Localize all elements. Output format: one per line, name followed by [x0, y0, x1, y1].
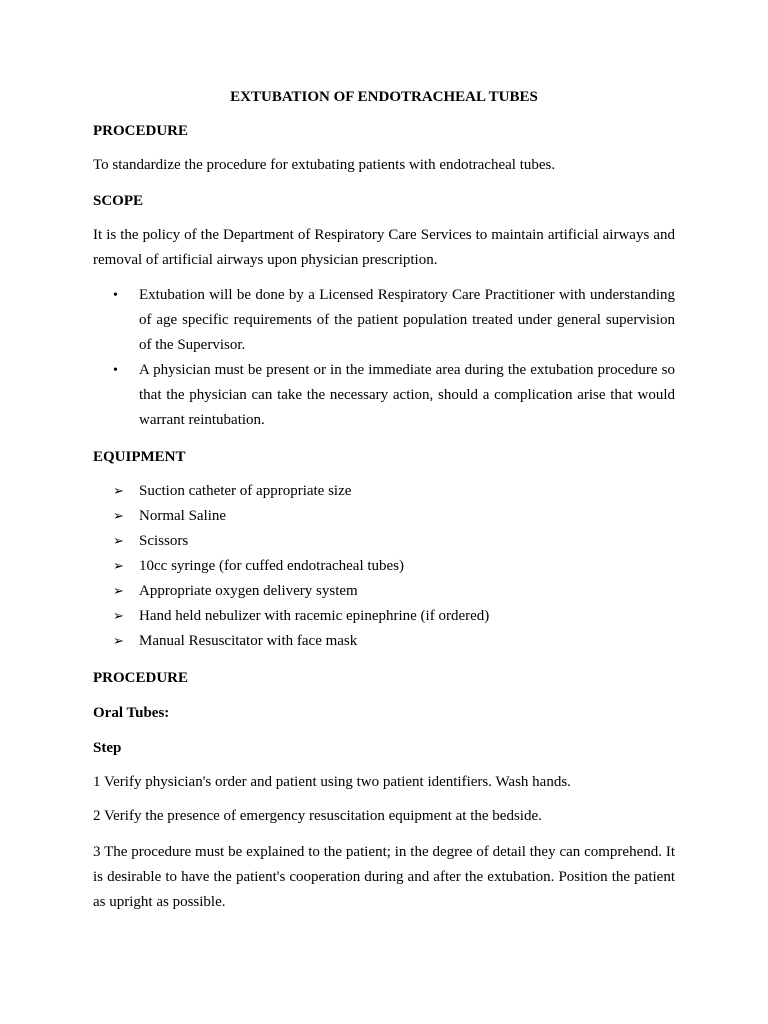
list-item — [93, 554, 675, 579]
equipment-item: Suction catheter of appropriate size — [139, 483, 352, 499]
bullet-text: A physician must be present or in the immediate area during the extubation procedure so that the physician can take the necessary action, should a complication arise that would warrant reintubation. — [139, 362, 675, 428]
step-3: 3 The procedure must be explained to the patient; in the degree of detail they can comprehend. It is desirable to have the patient's cooperation during and after the extubation. Position the patient as upright as possible. — [93, 844, 675, 910]
arrow-bullet-icon: ➢ — [113, 559, 124, 574]
step-1: 1 Verify physician's order and patient using two patient identifiers. Wash hands. — [93, 774, 571, 790]
step-heading: Step — [93, 740, 122, 756]
list-item — [93, 529, 675, 554]
equipment-item: Hand held nebulizer with racemic epinephrine (if ordered) — [139, 608, 490, 624]
procedure-steps-heading: PROCEDURE — [93, 670, 189, 686]
equipment-item: Normal Saline — [139, 508, 227, 524]
equipment-heading: EQUIPMENT — [93, 449, 186, 465]
arrow-bullet-icon: ➢ — [113, 584, 124, 599]
equipment-item: Scissors — [139, 533, 189, 549]
bullet-text: Extubation will be done by a Licensed Respiratory Care Practitioner with understanding of age specific requirements of the patient population treated under general supervision of the Supervisor. — [139, 287, 675, 353]
equipment-item: Appropriate oxygen delivery system — [139, 583, 358, 599]
list-item — [93, 604, 675, 629]
bullet-icon: • — [113, 288, 118, 303]
arrow-bullet-icon: ➢ — [113, 534, 124, 549]
scope-heading: SCOPE — [93, 193, 144, 209]
equipment-list — [93, 479, 675, 654]
list-item — [93, 283, 675, 358]
scope-text: It is the policy of the Department of Respiratory Care Services to maintain artificial airways and removal of artificial airways upon physician prescription. — [93, 227, 675, 268]
document-title: EXTUBATION OF ENDOTRACHEAL TUBES — [230, 89, 538, 105]
arrow-bullet-icon: ➢ — [113, 634, 124, 649]
list-item — [93, 504, 675, 529]
oral-tubes-heading: Oral Tubes: — [93, 705, 170, 721]
procedure-text: To standardize the procedure for extubating patients with endotracheal tubes. — [93, 157, 556, 173]
list-item — [93, 358, 675, 433]
step-2: 2 Verify the presence of emergency resuscitation equipment at the bedside. — [93, 808, 542, 824]
list-item — [93, 579, 675, 604]
list-item — [93, 629, 675, 654]
equipment-item: Manual Resuscitator with face mask — [139, 633, 358, 649]
arrow-bullet-icon: ➢ — [113, 484, 124, 499]
procedure-heading: PROCEDURE — [93, 123, 189, 139]
equipment-item: 10cc syringe (for cuffed endotracheal tubes) — [139, 558, 405, 574]
bullet-icon: • — [113, 363, 118, 378]
scope-bullet-list — [93, 283, 675, 433]
list-item — [93, 479, 675, 504]
arrow-bullet-icon: ➢ — [113, 609, 124, 624]
arrow-bullet-icon: ➢ — [113, 509, 124, 524]
